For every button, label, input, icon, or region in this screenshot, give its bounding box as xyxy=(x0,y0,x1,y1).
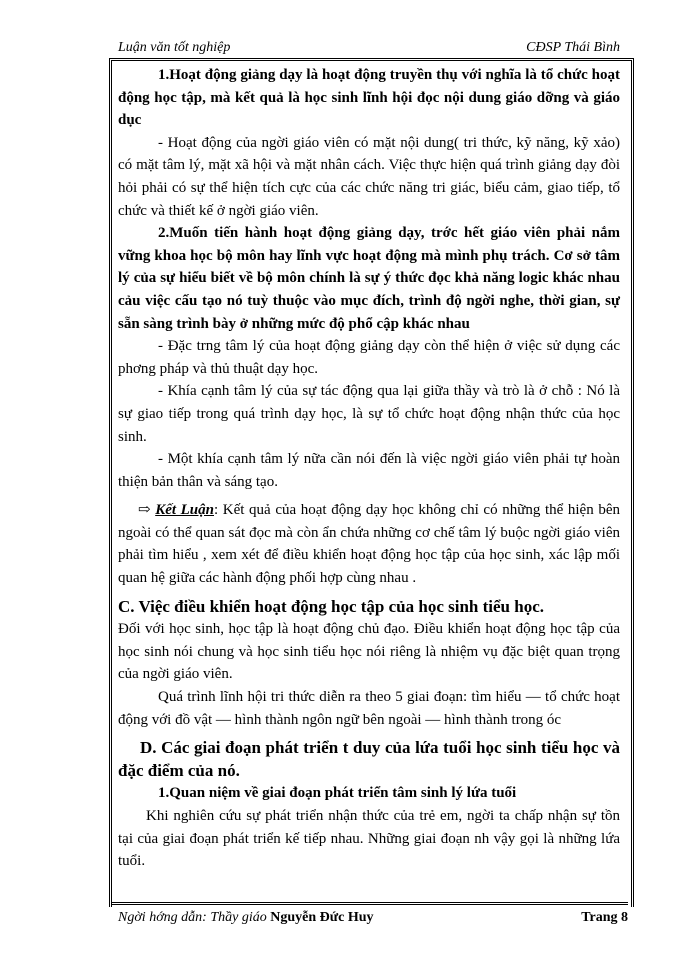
arrow-icon: ⇨ xyxy=(138,502,151,519)
paragraph-1: 1.Hoạt động giảng dạy là hoạt động truyền thụ với nghĩa là tổ chức hoạt động học tập, mà kết quả là học sinh lĩnh hội đọc nội dung giáo dỡng và giáo dục xyxy=(118,67,620,129)
header-left: Luận văn tốt nghiệp xyxy=(118,40,231,55)
advisor-name: Nguyễn Đức Huy xyxy=(270,910,374,925)
conclusion-label: Kết Luận xyxy=(155,502,214,519)
page-header xyxy=(118,38,620,60)
paragraph-4: - Đặc trng tâm lý của hoạt động giảng dạy còn thể hiện ở việc sử dụng các phơng pháp và thủ thuật dạy học. xyxy=(118,338,620,377)
conclusion-paragraph xyxy=(118,499,620,589)
footer-left xyxy=(118,910,374,926)
page-content xyxy=(118,64,620,873)
advisor-label: Ngời hớng dẫn: Thầy giáo xyxy=(118,910,271,925)
conclusion-text: : Kết quả của hoạt động dạy học không chỉ có những thể hiện bên ngoài có thể quan sát đọc mà còn ẩn chứa những cơ chế tâm lý buộc ngời giáo viên phải tìm hiểu , xem xét để điều khiển hoạt động học tập của học sinh, xác lập mối quan hệ giữa các hành động phối hợp cùng nhau . xyxy=(118,502,620,587)
paragraph-5: - Khía cạnh tâm lý của sự tác động qua lại giữa thầy và trò là ở chỗ : Nó là sự giao tiếp trong quá trình dạy học, là sự tổ chức hoạt động nhận thức của học sinh. xyxy=(118,383,620,445)
header-right: CĐSP Thái Bình xyxy=(526,40,620,55)
section-d-subheading: 1.Quan niệm về giai đoạn phát triển tâm sinh lý lứa tuổi xyxy=(158,785,517,802)
page-number: Trang 8 xyxy=(581,910,628,925)
section-d-paragraph: Khi nghiên cứu sự phát triển nhận thức của trẻ em, ngời ta chấp nhận sự tồn tại của giai đoạn phát triển kế tiếp nhau. Những giai đoạn nh vậy gọi là những lứa tuổi. xyxy=(118,808,620,870)
page-footer xyxy=(112,902,628,927)
paragraph-3: 2.Muốn tiến hành hoạt động giảng dạy, trớc hết giáo viên phải nắm vững khoa học bộ môn hay lĩnh vực hoạt động mà mình phụ trách. Cơ sở tâm lý của sự hiểu biết về bộ môn chính là sự ý thức đọc khả năng logic khác nhau cảu việc cấu tạo nó tuỳ thuộc vào mục đích, trình độ ngời nghe, thời gian, sự sẵn sàng trình bày ở những mức độ phổ cập khác nhau xyxy=(118,225,620,332)
paragraph-2: - Hoạt động của ngời giáo viên có mặt nội dung( tri thức, kỹ năng, kỹ xảo) có mặt tâm lý, mặt xã hội và mặt nhân cách. Việc thực hiện quá trình giảng dạy đòi hỏi phải có sự thể hiện tích cực của các chức năng tri giác, biểu cảm, giao tiếp, tổ chức và thiết kế ở ngời giáo viên. xyxy=(118,134,620,219)
section-d-heading: D. Các giai đoạn phát triển t duy của lứa tuổi học sinh tiểu học và đặc điểm của nó. xyxy=(118,738,620,780)
paragraph-6: - Một khía cạnh tâm lý nữa cần nói đến là việc ngời giáo viên phải tự hoàn thiện bản thân và sáng tạo. xyxy=(118,451,620,490)
section-c-paragraph-2: Quá trình lĩnh hội tri thức diễn ra theo 5 giai đoạn: tìm hiểu — tổ chức hoạt động với đồ vật — hình thành ngôn ngữ bên ngoài — hình thành trong óc xyxy=(118,689,620,728)
section-c-heading: C. Việc điều khiển hoạt động học tập của học sinh tiểu học. xyxy=(118,596,545,616)
section-c-paragraph-1: Đối với học sinh, học tập là hoạt động chủ đạo. Điều khiển hoạt động học tập của học sinh nói chung và học sinh tiểu học nói riêng là nhiệm vụ đặc biệt quan trọng của ngời giáo viên. xyxy=(118,621,620,683)
